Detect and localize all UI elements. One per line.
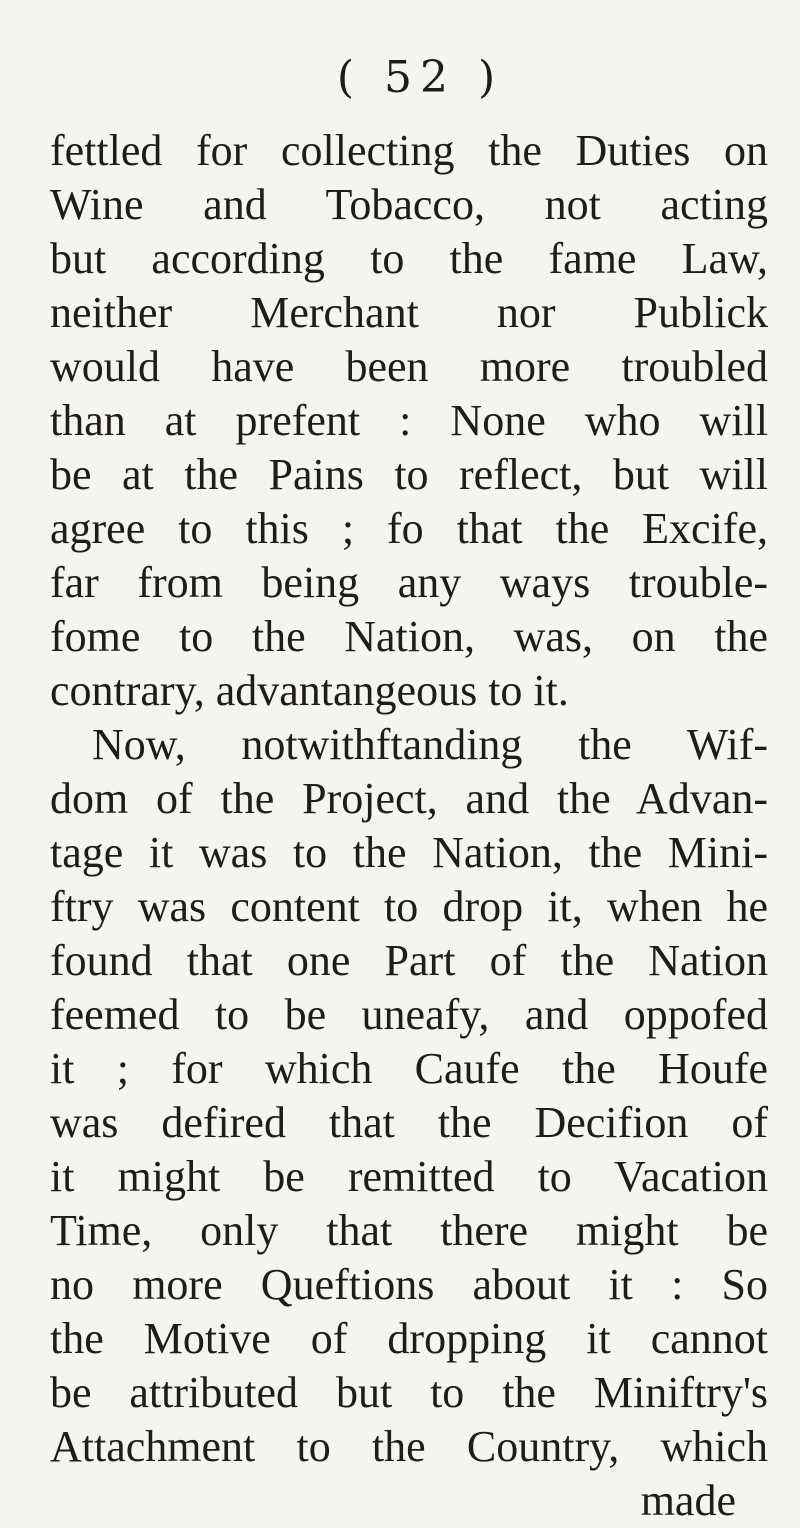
text-line: Now, notwithftanding the Wif- xyxy=(92,720,768,769)
text-line: be attributed but to the Miniftry's xyxy=(50,1368,768,1417)
text-line: no more Queftions about it : So xyxy=(50,1260,768,1309)
text-line: but according to the fame Law, xyxy=(50,234,768,283)
body-text xyxy=(50,124,768,1528)
text-line: feemed to be uneafy, and oppofed xyxy=(50,990,768,1039)
text-line: the Motive of dropping it cannot xyxy=(50,1314,768,1363)
text-line: far from being any ways trouble- xyxy=(50,558,768,607)
text-line: was defired that the Decifion of xyxy=(50,1098,768,1147)
text-line: Attachment to the Country, which xyxy=(50,1422,768,1471)
text-line: it ; for which Caufe the Houfe xyxy=(50,1044,768,1093)
text-line: agree to this ; fo that the Excife, xyxy=(50,504,768,553)
text-line: found that one Part of the Nation xyxy=(50,936,768,985)
text-line: fettled for collecting the Duties on xyxy=(50,126,768,175)
text-line: dom of the Project, and the Advan- xyxy=(50,774,768,823)
text-line: neither Merchant nor Publick xyxy=(50,288,768,337)
text-line: be at the Pains to reflect, but will xyxy=(50,450,768,499)
text-line: ftry was content to drop it, when he xyxy=(50,882,768,931)
page-number: ( 52 ) xyxy=(336,52,504,103)
text-line: fome to the Nation, was, on the xyxy=(50,612,768,661)
text-line: than at prefent : None who will xyxy=(50,396,768,445)
catchword: made xyxy=(640,1476,736,1525)
text-line: Time, only that there might be xyxy=(50,1206,768,1255)
text-line: contrary, advantangeous to it. xyxy=(50,666,569,715)
text-line: tage it was to the Nation, the Mini- xyxy=(50,828,768,877)
text-line: Wine and Tobacco, not acting xyxy=(50,180,768,229)
text-line: it might be remitted to Vacation xyxy=(50,1152,768,1201)
text-line: would have been more troubled xyxy=(50,342,768,391)
